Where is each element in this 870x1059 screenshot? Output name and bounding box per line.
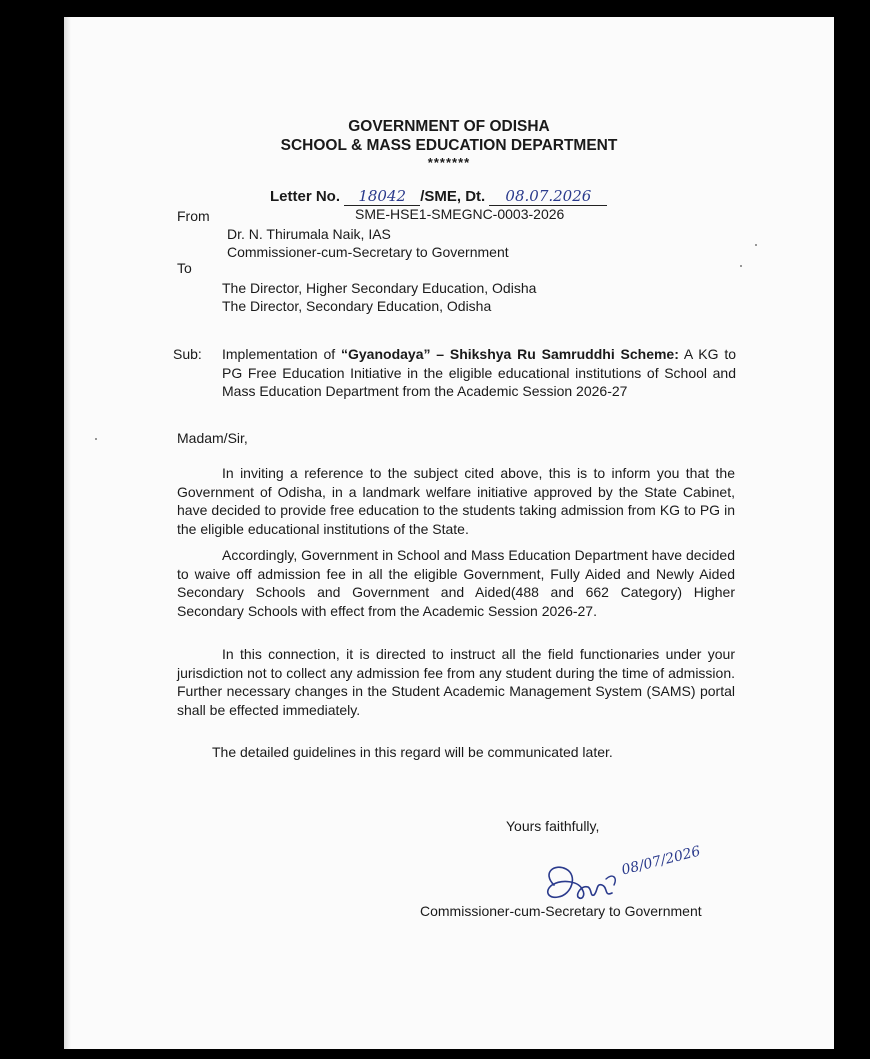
signatory-designation: Commissioner-cum-Secretary to Government <box>420 903 702 919</box>
subject-text <box>222 345 736 401</box>
paragraph-4: The detailed guidelines in this regard will be communicated later. <box>212 744 613 760</box>
sender-name: Dr. N. Thirumala Naik, IAS <box>227 226 391 242</box>
scan-speck <box>755 244 757 246</box>
department-title: SCHOOL & MASS EDUCATION DEPARTMENT <box>280 137 618 154</box>
signature-date: 08/07/2026 <box>620 843 703 879</box>
paragraph-2: Accordingly, Government in School and Mass Education Department have decided to waive off admission fee in all the eligible Government, Fully Aided and Newly Aided Secondary Schools and Government and Aided(488 and 662 Category) Higher Secondary Schools with effect from the Academic Session 2026-27. <box>177 547 735 619</box>
header-stars: ******* <box>427 155 471 170</box>
subject-lead: Implementation of <box>222 346 341 362</box>
scan-speck <box>95 438 97 440</box>
subject-rest: A KG to PG Free Education Initiative in the eligible educational institutions of School and Mass Education Department from the Academic Session 2026-27 <box>222 346 736 400</box>
yours-faithfully: Yours faithfully, <box>506 818 600 834</box>
letter-date: 08.07.2026 <box>489 187 607 206</box>
letter-mid-label: /SME, Dt. <box>420 188 486 205</box>
to-label: To <box>177 260 192 276</box>
paragraph-1: In inviting a reference to the subject cited above, this is to inform you that the Government of Odisha, in a landmark welfare initiative approved by the State Cabinet, have decided to provide free education to the students taking admission from KG to PG in the eligible educational institutions of the State. <box>177 465 735 537</box>
letter-number-line <box>270 187 607 206</box>
from-label: From <box>177 208 210 224</box>
recipient-line-1: The Director, Higher Secondary Education, Odisha <box>222 280 537 296</box>
salutation: Madam/Sir, <box>177 430 248 446</box>
letter-number: 18042 <box>344 187 420 206</box>
paragraph-3: In this connection, it is directed to instruct all the field functionaries under your jurisdiction not to collect any admission fee from any student during the time of admission. Further necessary changes in the Student Academic Management System (SAMS) portal shall be effected immediately. <box>177 646 735 718</box>
recipient-line-2: The Director, Secondary Education, Odisha <box>222 298 492 314</box>
subject-label: Sub: <box>173 346 202 362</box>
page-edge-shadow <box>64 17 71 1049</box>
scan-speck <box>740 265 742 267</box>
letter-no-label: Letter No. <box>270 188 341 205</box>
sender-designation: Commissioner-cum-Secretary to Government <box>227 244 509 260</box>
subject-scheme-name: “Gyanodaya” – Shikshya Ru Samruddhi Scheme: <box>341 346 679 362</box>
letter-page <box>64 17 834 1049</box>
govt-title: GOVERNMENT OF ODISHA <box>348 118 550 135</box>
reference-code: SME-HSE1-SMEGNC-0003-2026 <box>355 206 565 222</box>
